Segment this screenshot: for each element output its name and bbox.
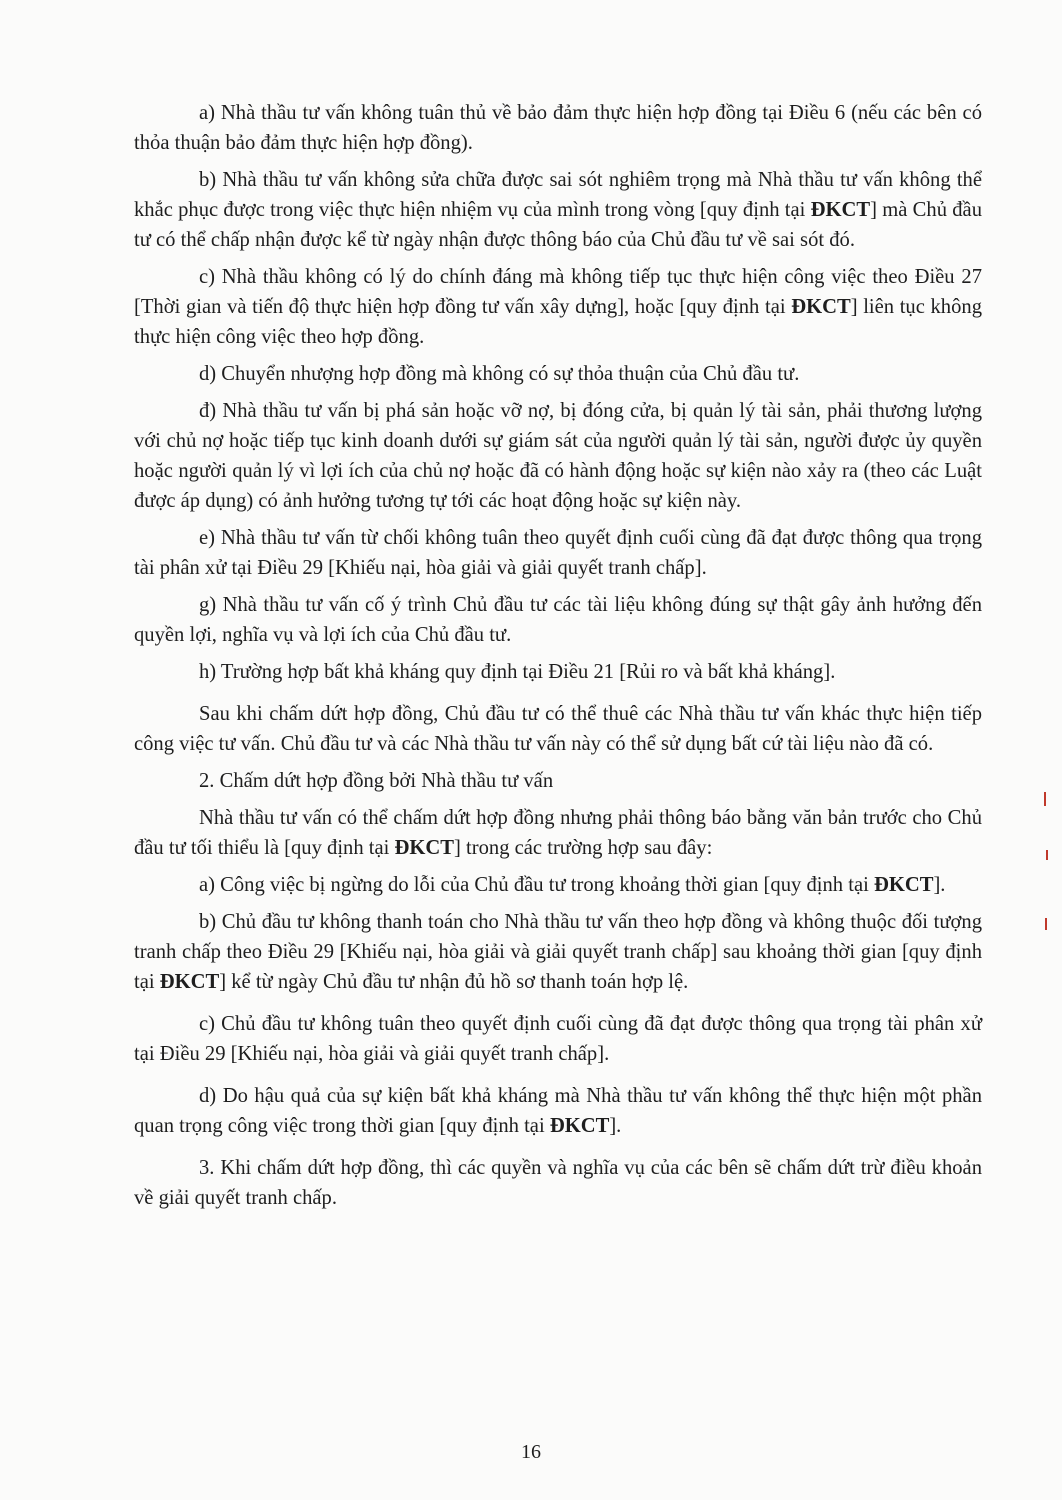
- paragraph-c-no-reason: c) Nhà thầu không có lý do chính đáng mà không tiếp tục thực hiện công việc theo Điều 27 [Thời gian và tiến độ thực hiện hợp đồng tư vấn xây dựng], hoặc [quy định tại ĐKCT] liên tục không thực hiện công việc theo hợp đồng.: [134, 266, 982, 348]
- paragraph-contractor-notice: Nhà thầu tư vấn có thể chấm dứt hợp đồng nhưng phải thông báo bằng văn bản trước cho Chủ đầu tư tối thiểu là [quy định tại ĐKCT] trong các trường hợp sau đây:: [134, 807, 982, 859]
- paragraph-d-transfer: d) Chuyển nhượng hợp đồng mà không có sự thỏa thuận của Chủ đầu tư.: [199, 363, 800, 385]
- paragraph-g-false-documents: g) Nhà thầu tư vấn cố ý trình Chủ đầu tư các tài liệu không đúng sự thật gây ảnh hưởng đến quyền lợi, nghĩa vụ và lợi ích của Chủ đầu tư.: [134, 594, 982, 646]
- paragraph-h-force-majeure: h) Trường hợp bất khả kháng quy định tại Điều 21 [Rủi ro và bất khả kháng].: [199, 661, 836, 683]
- paragraph-b-defects: b) Nhà thầu tư vấn không sửa chữa được sai sót nghiêm trọng mà Nhà thầu tư vấn không thể khắc phục được trong việc thực hiện nhiệm vụ của mình trong vòng [quy định tại ĐKCT] mà Chủ đầu tư có thể chấp nhận được kể từ ngày nhận được thông báo của Chủ đầu tư về sai sót đó.: [134, 169, 982, 251]
- paragraph-a-guarantee: a) Nhà thầu tư vấn không tuân thủ về bảo đảm thực hiện hợp đồng tại Điều 6 (nếu các bên có thỏa thuận bảo đảm thực hiện hợp đồng).: [134, 102, 982, 154]
- section-2-heading: 2. Chấm dứt hợp đồng bởi Nhà thầu tư vấn: [199, 770, 554, 792]
- paragraph-after-termination: Sau khi chấm dứt hợp đồng, Chủ đầu tư có thể thuê các Nhà thầu tư vấn khác thực hiện tiếp công việc tư vấn. Chủ đầu tư và các Nhà thầu tư vấn này có thể sử dụng bất cứ tài liệu nào đã có.: [134, 703, 982, 755]
- paragraph-dd-bankruptcy: đ) Nhà thầu tư vấn bị phá sản hoặc vỡ nợ, bị đóng cửa, bị quản lý tài sản, phải thương lượng với chủ nợ hoặc tiếp tục kinh doanh dưới sự giám sát của người quản lý tài sản, người được ủy quyền hoặc người quản lý vì lợi ích của chủ nợ hoặc đã có hành động hoặc sự kiện nào xảy ra (theo các Luật được áp dụng) có ảnh hưởng tương tự tới các hoạt động hoặc sự kiện này.: [134, 400, 982, 512]
- paragraph-2c-arbitration: c) Chủ đầu tư không tuân theo quyết định cuối cùng đã đạt được thông qua trọng tài phân xử tại Điều 29 [Khiếu nại, hòa giải và giải quyết tranh chấp].: [134, 1013, 982, 1065]
- paragraph-e-refuse-arbitration: e) Nhà thầu tư vấn từ chối không tuân theo quyết định cuối cùng đã đạt được thông qua trọng tài phân xử tại Điều 29 [Khiếu nại, hòa giải và giải quyết tranh chấp].: [134, 527, 982, 579]
- paragraph-2a-work-stopped: a) Công việc bị ngừng do lỗi của Chủ đầu tư trong khoảng thời gian [quy định tại ĐKCT].: [199, 874, 946, 896]
- paragraph-2b-non-payment: b) Chủ đầu tư không thanh toán cho Nhà thầu tư vấn theo hợp đồng và không thuộc đối tượng tranh chấp theo Điều 29 [Khiếu nại, hòa giải và giải quyết tranh chấp] sau khoảng thời gian [quy định tại ĐKCT] kể từ ngày Chủ đầu tư nhận đủ hồ sơ thanh toán hợp lệ.: [134, 911, 982, 993]
- section-3-paragraph: 3. Khi chấm dứt hợp đồng, thì các quyền và nghĩa vụ của các bên sẽ chấm dứt trừ điều khoản về giải quyết tranh chấp.: [134, 1157, 982, 1209]
- scan-edge-mark: [1045, 918, 1047, 930]
- page-number: 16: [521, 1441, 541, 1463]
- document-body: [134, 98, 982, 1220]
- paragraph-2d-force-majeure: d) Do hậu quả của sự kiện bất khả kháng mà Nhà thầu tư vấn không thể thực hiện một phần quan trọng công việc trong thời gian [quy định tại ĐKCT].: [134, 1085, 982, 1137]
- scan-edge-mark: [1046, 850, 1048, 860]
- scan-edge-mark: [1044, 792, 1046, 806]
